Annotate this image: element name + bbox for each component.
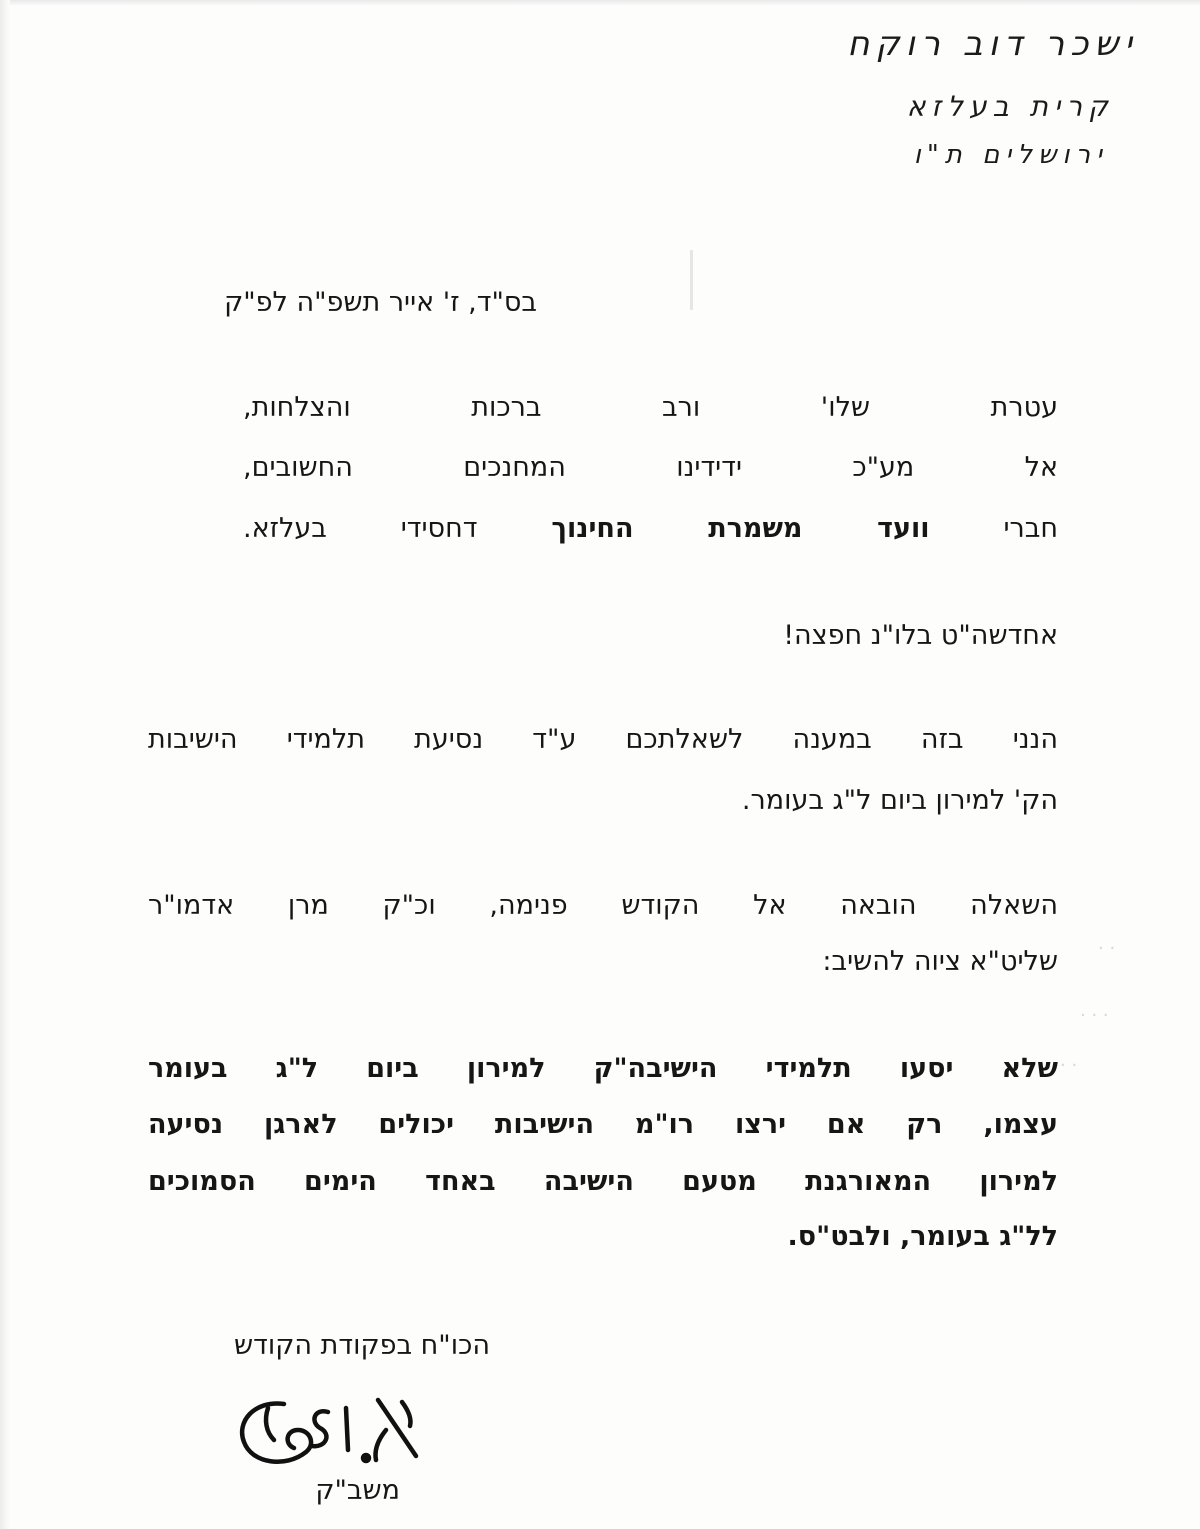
bleed-through-mark: · ·	[1060, 1055, 1078, 1076]
bleed-through-mark: · · ·	[1080, 1005, 1109, 1026]
letterhead-place: קרית בעלזא	[906, 90, 1114, 123]
ruling-line-1: שלא יסעו תלמידי הישיבה"ק למירון ביום ל"ג בעומר	[148, 1053, 1058, 1084]
signature-role: משב"ק	[315, 1475, 400, 1506]
address-line-3-suffix: דחסידי בעלזא.	[243, 513, 552, 544]
scan-edge-left	[0, 0, 10, 1529]
greeting: אחדשה"ט בלו"נ חפצה!	[783, 620, 1058, 651]
bleed-through-mark: · ·	[1098, 938, 1116, 959]
signature-drawing	[228, 1378, 428, 1488]
address-line-1: עטרת שלו' ורב ברכות והצלחות,	[243, 392, 1058, 423]
address-line-3-prefix: חברי	[929, 513, 1058, 544]
handwritten-signature	[228, 1378, 428, 1488]
letterhead-name: ישכר דוב רוקח	[847, 24, 1138, 64]
address-line-3	[243, 513, 1058, 544]
paragraph-1-line-2: הק' למירון ביום ל"ג בעומר.	[741, 785, 1058, 816]
paragraph-2-line-2: שליט"א ציוה להשיב:	[822, 946, 1058, 977]
scan-edge-top	[0, 0, 1200, 6]
ruling-line-2: עצמו, רק אם ירצו רו"מ הישיבות יכולים לארגן נסיעה	[148, 1109, 1058, 1140]
closing-line: הכו"ח בפקודת הקודש	[234, 1330, 490, 1361]
ruling-line-4: לל"ג בעומר, ולבט"ס.	[787, 1221, 1058, 1252]
address-line-2: אל מע"כ ידידינו המחנכים החשובים,	[243, 452, 1058, 483]
paragraph-1-line-1: הנני בזה במענה לשאלתכם ע"ד נסיעת תלמידי הישיבות	[148, 724, 1058, 755]
fold-shadow	[690, 250, 693, 310]
committee-name: וועד משמרת החינוך	[551, 513, 930, 544]
ruling-line-3: למירון המאורגנת מטעם הישיבה באחד הימים הסמוכים	[148, 1166, 1058, 1197]
paragraph-2-line-1: השאלה הובאה אל הקודש פנימה, וכ"ק מרן אדמו"ר	[148, 890, 1058, 921]
letter-date: בס"ד, ז' אייר תשפ"ה לפ"ק	[224, 287, 537, 318]
letterhead-city: ירושלים ת"ו	[913, 140, 1108, 170]
